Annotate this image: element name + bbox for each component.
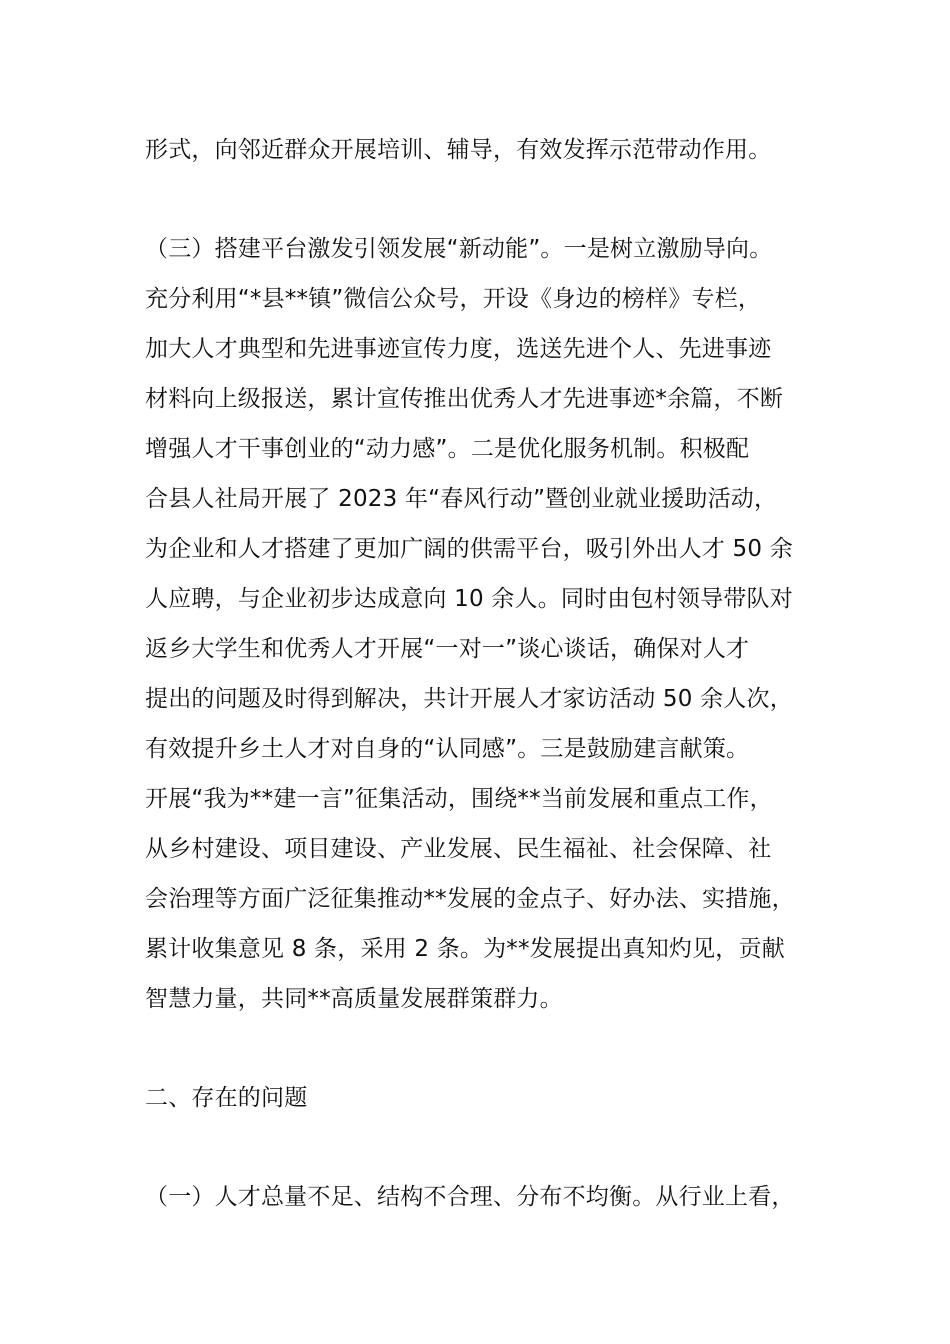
section-3-line-4: 材料向上级报送，累计宣传推出优秀人才先进事迹*余篇，不断: [145, 386, 784, 412]
section-3-line-5: 增强人才干事创业的“动力感”。二是优化服务机制。积极配: [145, 436, 750, 462]
section-3-line-12: 开展“我为**建一言”征集活动，围绕**当前发展和重点工作，: [145, 786, 773, 812]
section-3-line-11: 有效提升乡土人才对自身的“认同感”。三是鼓励建言献策。: [145, 736, 750, 762]
section-3-line-3: 加大人才典型和先进事迹宣传力度，选送先进个人、先进事迹: [145, 336, 772, 362]
section-3-line-8: 人应聘，与企业初步达成意向 10 余人。同时由包村领导带队对: [145, 586, 793, 612]
section-3-line-9: 返乡大学生和优秀人才开展“一对一”谈心谈话，确保对人才: [145, 636, 750, 662]
section-3-line-2: 充分利用“*县**镇”微信公众号，开设《身边的榜样》专栏，: [145, 286, 762, 312]
section-3-line-15: 累计收集意见 8 条，采用 2 条。为**发展提出真知灼见，贡献: [145, 936, 785, 962]
section-3-line-14: 会治理等方面广泛征集推动**发展的金点子、好办法、实措施，: [145, 886, 795, 912]
section-3-line-16: 智慧力量，共同**高质量发展群策群力。: [145, 986, 563, 1012]
section-heading-problems: 二、存在的问题: [145, 1085, 308, 1111]
paragraph-line-1: 形式，向邻近群众开展培训、辅导，有效发挥示范带动作用。: [145, 137, 772, 163]
section-3-line-13: 从乡村建设、项目建设、产业发展、民生福祉、社会保障、社: [145, 836, 772, 862]
problem-1-line-1: （一）人才总量不足、结构不合理、分布不均衡。从行业上看，: [145, 1184, 795, 1210]
section-3-line-6: 合县人社局开展了 2023 年“春风行动”暨创业就业援助活动，: [145, 486, 778, 512]
section-3-line-10: 提出的问题及时得到解决，共计开展人才家访活动 50 余人次，: [145, 686, 793, 712]
section-3-line-1: （三）搭建平台激发引领发展“新动能”。一是树立激励导向。: [145, 236, 773, 262]
section-3-line-7: 为企业和人才搭建了更加广阔的供需平台，吸引外出人才 50 余: [145, 536, 793, 562]
